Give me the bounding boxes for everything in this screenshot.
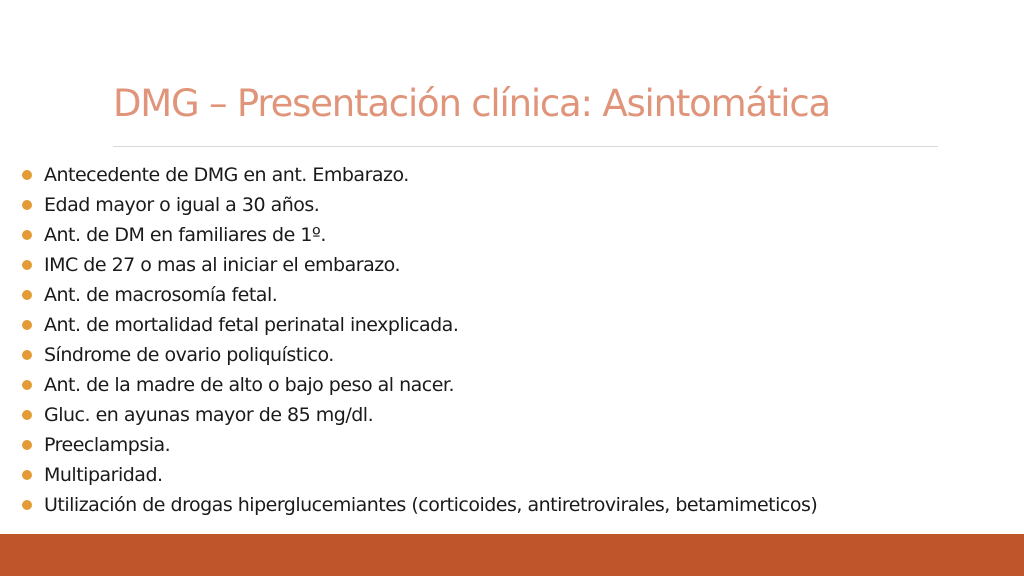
bullet-dot-icon	[22, 200, 32, 210]
bullet-text: Síndrome de ovario poliquístico.	[44, 344, 334, 366]
bullet-text: Ant. de mortalidad fetal perinatal inexplicada.	[44, 314, 459, 336]
bullet-item	[22, 460, 817, 490]
bullet-dot-icon	[22, 500, 32, 510]
bullet-text: Ant. de DM en familiares de 1º.	[44, 224, 326, 246]
bullet-item	[22, 370, 817, 400]
bullet-text: IMC de 27 o mas al iniciar el embarazo.	[44, 254, 401, 276]
bullet-dot-icon	[22, 350, 32, 360]
bullet-dot-icon	[22, 410, 32, 420]
title-divider	[113, 146, 938, 147]
bullet-dot-icon	[22, 290, 32, 300]
bullet-item	[22, 220, 817, 250]
bullet-dot-icon	[22, 170, 32, 180]
bullet-list	[22, 160, 817, 520]
bullet-item	[22, 310, 817, 340]
bullet-item	[22, 160, 817, 190]
bullet-item	[22, 430, 817, 460]
bullet-dot-icon	[22, 230, 32, 240]
bullet-dot-icon	[22, 470, 32, 480]
footer-band	[0, 534, 1024, 576]
bullet-item	[22, 280, 817, 310]
bullet-dot-icon	[22, 320, 32, 330]
bullet-dot-icon	[22, 440, 32, 450]
bullet-text: Utilización de drogas hiperglucemiantes (corticoides, antiretrovirales, betamimeticos)	[44, 494, 818, 516]
bullet-dot-icon	[22, 260, 32, 270]
bullet-text: Edad mayor o igual a 30 años.	[44, 194, 320, 216]
bullet-text: Ant. de la madre de alto o bajo peso al nacer.	[44, 374, 454, 396]
bullet-item	[22, 340, 817, 370]
bullet-text: Multiparidad.	[44, 464, 163, 486]
bullet-item	[22, 400, 817, 430]
bullet-text: Antecedente de DMG en ant. Embarazo.	[44, 164, 409, 186]
bullet-dot-icon	[22, 380, 32, 390]
bullet-text: Ant. de macrosomía fetal.	[44, 284, 278, 306]
bullet-text: Gluc. en ayunas mayor de 85 mg/dl.	[44, 404, 374, 426]
bullet-item	[22, 490, 817, 520]
bullet-text: Preeclampsia.	[44, 434, 171, 456]
slide-title: DMG – Presentación clínica: Asintomática	[113, 82, 830, 125]
bullet-item	[22, 250, 817, 280]
bullet-item	[22, 190, 817, 220]
